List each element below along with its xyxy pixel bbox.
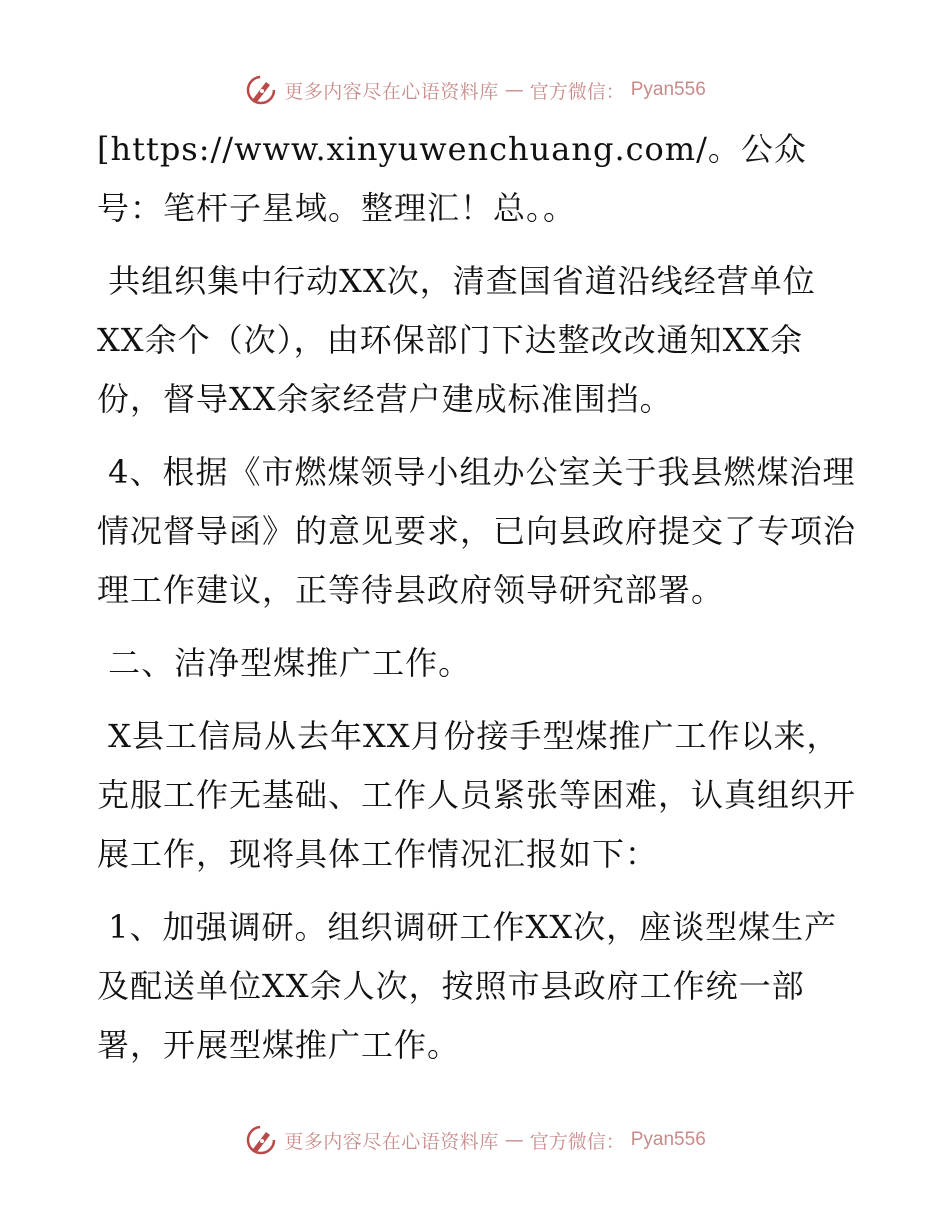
footer-wechat-label: 官方微信：: [529, 1130, 625, 1153]
header-wechat-label: 官方微信：: [529, 80, 625, 103]
header-banner: [0, 68, 950, 112]
header-wechat-id: Pyan556: [630, 79, 706, 100]
header-separator: —: [504, 79, 524, 101]
pen-nib-logo-icon: [244, 1123, 278, 1157]
paragraph-item-1: 1、加强调研。组织调研工作XX次，座谈型煤生产及配送单位XX余人次，按照市县政府工作统一部署，开展型煤推广工作。: [97, 908, 838, 1064]
paragraph-link: [https://www.xinyuwenchuang.com/。公众号：笔杆子星域。整理汇！总。。: [97, 130, 807, 227]
footer-wechat-id: Pyan556: [630, 1129, 706, 1150]
footer-separator: —: [504, 1129, 524, 1151]
paragraph-action: 共组织集中行动XX次，清查国省道沿线经营单位XX余个（次），由环保部门下达整改改通知XX余份，督导XX余家经营户建成标准围挡。: [97, 262, 816, 418]
section-heading: 二、洁净型煤推广工作。: [97, 644, 472, 682]
pen-nib-logo-icon: [244, 73, 278, 107]
footer-text: 更多内容尽在心语资料库: [284, 1130, 499, 1153]
paragraph-item-4: 4、根据《市燃煤领导小组办公室关于我县燃煤治理情况督导函》的意见要求，已向县政府提交了专项治理工作建议，正等待县政府领导研究部署。: [97, 453, 857, 609]
header-text: 更多内容尽在心语资料库: [284, 80, 499, 103]
paragraph-intro: X县工信局从去年XX月份接手型煤推广工作以来，克服工作无基础、工作人员紧张等困难，认真组织开展工作，现将具体工作情况汇报如下：: [97, 717, 857, 873]
footer-banner: [0, 1118, 950, 1162]
document-body: [97, 120, 857, 1089]
